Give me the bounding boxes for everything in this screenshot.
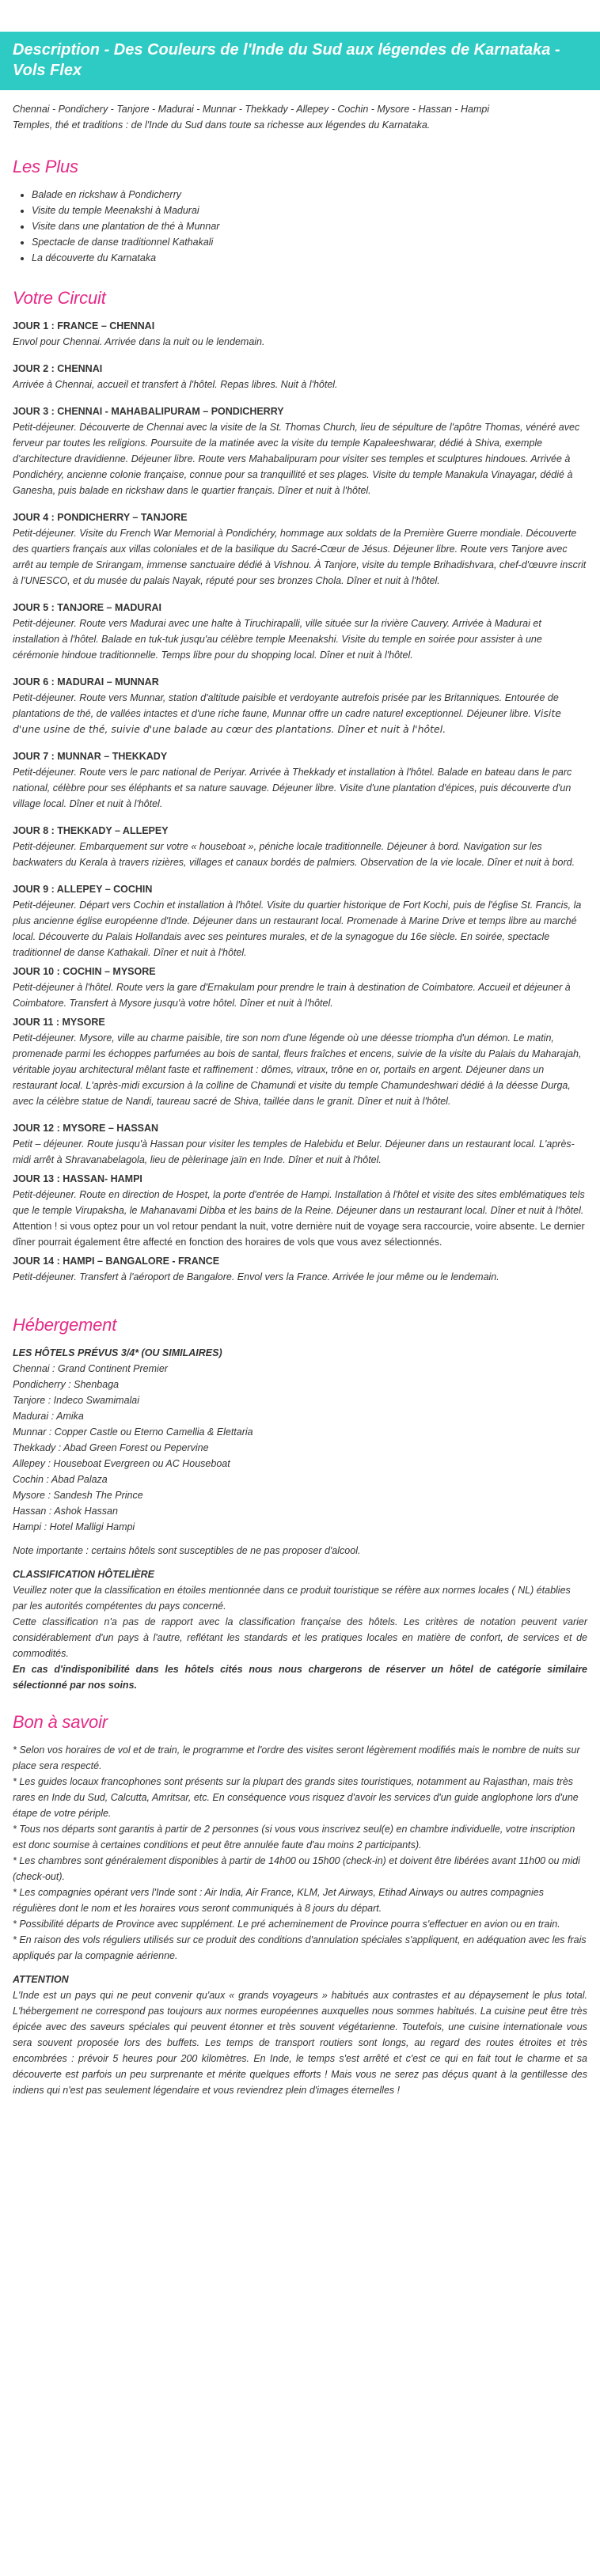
day-block: [13, 1014, 587, 1109]
day-description: Petit-déjeuner à l'hôtel. Route vers la gare d'Ernakulam pour prendre le train à destination de Coimbatore. Accueil et déjeuner à Coimbatore. Transfert à Mysore jusqu'à votre hôtel. Dîner et nuit à l'hôtel.: [13, 982, 571, 1009]
day-description: Petit-déjeuner. Départ vers Cochin et installation à l'hôtel. Visite du quartier historique de Fort Kochi, puis de l'église St. Francis, la plus ancienne église européenne d'Inde. Déjeuner dans un restaurant local. Promenade à Marine Drive et temps libre au marché local. Découverte du Palais Hollandais avec ses peintures murales, et de la synagogue du 16e siècle. En soirée, spectacle traditionnel de danse Kathakali. Dîner et nuit à l'hôtel.: [13, 900, 582, 958]
hotels-subtitle: LES HÔTELS PRÉVUS 3/4* (OU SIMILAIRES): [13, 1347, 222, 1358]
day-warning: Attention ! si vous optez pour un vol retour pendant la nuit, votre dernière nuit de voyage sera raccourcie, voire absente. Le dernier dîner pourrait également être affecté en fonction des horaires de vols que vous avez sélectionnés.: [13, 1221, 585, 1248]
day-title: JOUR 6 : MADURAI – MUNNAR: [13, 676, 159, 688]
day-block: [13, 600, 587, 663]
info-item: * Possibilité départs de Province avec supplément. Le pré acheminement de Province pourra s'effectuer en avion ou en train.: [13, 1919, 560, 1930]
info-item: * Les compagnies opérant vers l'Inde sont : Air India, Air France, KLM, Jet Airways, Etihad Airways ou autres compagnies régulières dont le nom et les horaires vous seront communiqués à 8 jours du départ.: [13, 1887, 544, 1914]
day-description: Petit-déjeuner. Visite du French War Memorial à Pondichéry, hommage aux soldats de la Première Guerre mondiale. Découverte des quartiers français aux villas coloniales et de la basilique du Sacré-Cœur de Jésus. Déjeuner libre. Route vers Tanjore avec arrêt au temple de Srirangam, immense sanctuaire dédié à Vishnou. À Tanjore, visite du temple Brihadishvara, chef-d'œuvre inscrit à l'UNESCO, et du musée du palais Nayak, réputé pour ses bronzes Chola. Dîner et nuit à l'hôtel.: [13, 528, 587, 586]
hotel-item: Tanjore : Indeco Swamimalai: [13, 1395, 140, 1406]
day-description: Envol pour Chennai. Arrivée dans la nuit ou le lendemain.: [13, 336, 265, 347]
day-text: [13, 419, 587, 498]
day-description: Petit-déjeuner. Embarquement sur votre « houseboat », péniche locale traditionnelle. Déjeuner à bord. Navigation sur les backwaters du Kerala à travers rizières, villages et canaux bordés de palmiers. Observation de la vie locale. Dîner et nuit à bord.: [13, 841, 575, 868]
day-text: [13, 616, 587, 663]
day-block: [13, 403, 587, 498]
day-text: [13, 839, 587, 870]
day-block: [13, 1120, 587, 1168]
day-description-tail: Visite d'une usine de thé, suivie d'une balade au cœur des plantations. Dîner et nuit à l'hôtel.: [13, 707, 561, 735]
list-item: • Visite dans une plantation de thé à Munnar: [32, 218, 587, 234]
classification-title: CLASSIFICATION HÔTELIÈRE: [13, 1569, 154, 1580]
itinerary: [13, 318, 587, 1285]
list-item: • Visite du temple Meenakshi à Madurai: [32, 203, 587, 218]
day-title: JOUR 14 : HAMPI – BANGALORE - FRANCE: [13, 1256, 220, 1267]
info-item: * Les chambres sont généralement disponibles à partir de 14h00 ou 15h00 (check-in) et doivent être libérées avant 11h00 ou midi (check-out).: [13, 1855, 580, 1882]
day-block: [13, 1171, 587, 1250]
day-description: Petit-déjeuner. Route vers Munnar, station d'altitude paisible et verdoyante autrefois prisée par les Britanniques. Entourée de plantations de thé, de vallées intactes et d'une riche faune, Munnar offre un cadre naturel exceptionnel. Déjeuner libre.: [13, 692, 559, 719]
day-block: [13, 510, 587, 589]
intro-route: Chennai - Pondichery - Tanjore - Madurai - Munnar - Thekkady - Allepey - Cochin - Mysore - Hassan - Hampi: [13, 104, 490, 115]
intro: [13, 101, 587, 133]
day-block: [13, 318, 587, 350]
day-block: [13, 823, 587, 870]
day-description: Petit-déjeuner. Route vers le parc national de Periyar. Arrivée à Thekkady et installation à l'hôtel. Balade en bateau dans le parc national, célèbre pour ses éléphants et sa nature sauvage. Déjeuner libre. Visite d'une plantation d'épices, puis découverte d'un village local. Dîner et nuit à l'hôtel.: [13, 767, 572, 809]
day-title: JOUR 2 : CHENNAI: [13, 363, 103, 374]
hotel-item: Hassan : Ashok Hassan: [13, 1506, 118, 1517]
section-title-plus: Les Plus: [13, 157, 78, 176]
day-block: [13, 674, 587, 737]
info-item: * Tous nos départs sont garantis à partir de 2 personnes (si vous vous inscrivez seul(e) en chambre individuelle, votre inscription est donc soumise à certaines conditions et peut être annulée faute d'au moins 2 participants).: [13, 1824, 575, 1851]
day-text: [13, 377, 587, 392]
day-text: [13, 690, 587, 737]
hotel-item: Hampi : Hotel Malligi Hampi: [13, 1521, 135, 1532]
day-block: [13, 748, 587, 812]
day-description: Arrivée à Chennai, accueil et transfert à l'hôtel. Repas libres. Nuit à l'hôtel.: [13, 379, 338, 390]
day-text: [13, 525, 587, 589]
day-title: JOUR 3 : CHENNAI - MAHABALIPURAM – PONDICHERRY: [13, 406, 284, 417]
day-description: Petit-déjeuner. Transfert à l'aéroport de Bangalore. Envol vers la France. Arrivée le jour même ou le lendemain.: [13, 1271, 499, 1282]
day-text: [13, 1030, 587, 1109]
page-title: Description - Des Couleurs de l'Inde du Sud aux légendes de Karnataka - Vols Flex: [0, 32, 600, 90]
attention-title: ATTENTION: [13, 1974, 69, 1985]
content: [0, 101, 600, 2098]
list-item: • Spectacle de danse traditionnel Kathakali: [32, 234, 587, 250]
info-item: * Selon vos horaires de vol et de train, le programme et l'ordre des visites seront légèrement modifiés mais le nombre de nuits sur place sera respecté.: [13, 1744, 580, 1771]
day-title: JOUR 1 : FRANCE – CHENNAI: [13, 320, 155, 331]
day-title: JOUR 7 : MUNNAR – THEKKADY: [13, 751, 168, 762]
day-text: [13, 979, 587, 1011]
day-title: JOUR 9 : ALLEPEY – COCHIN: [13, 884, 153, 895]
day-title: JOUR 4 : PONDICHERRY – TANJORE: [13, 512, 188, 523]
day-title: JOUR 5 : TANJORE – MADURAI: [13, 602, 161, 613]
classification-text-2: Cette classification n'a pas de rapport avec la classification française des hôtels. Les critères de notation peuvent varier considérablement d'un pays à l'autre, reflétant les standards et les pratiques locales en matière de confort, de services et de commodités.: [13, 1616, 587, 1659]
classification-text-1: Veuillez noter que la classification en étoiles mentionnée dans ce produit touristique se réfère aux normes locales ( NL) établies par les autorités compétentes du pays concerné.: [13, 1585, 571, 1612]
plus-list: [13, 187, 587, 266]
list-item: • Balade en rickshaw à Pondicherry: [32, 187, 587, 203]
day-text: [13, 764, 587, 812]
classification-bold-note: En cas d'indisponibilité dans les hôtels cités nous nous chargerons de réserver un hôtel de catégorie similaire sélectionné par nos soins.: [13, 1664, 587, 1691]
section-title-bon-a-savoir: Bon à savoir: [13, 1712, 108, 1732]
day-title: JOUR 8 : THEKKADY – ALLEPEY: [13, 825, 169, 836]
list-item: • La découverte du Karnataka: [32, 250, 587, 266]
hotels-list: [13, 1361, 587, 1535]
day-description: Petit – déjeuner. Route jusqu'à Hassan pour visiter les temples de Halebidu et Belur. Déjeuner dans un restaurant local. L'après-midi arrêt à Shravanabelagola, lieu de pèlerinage jaïn en Inde. Dîner et nuit à l'hôtel.: [13, 1138, 575, 1165]
day-title: JOUR 12 : MYSORE – HASSAN: [13, 1123, 159, 1134]
bon-a-savoir-list: [13, 1742, 587, 1964]
day-block: [13, 361, 587, 392]
day-text: [13, 1187, 587, 1218]
day-text: [13, 897, 587, 960]
day-description: Petit-déjeuner. Route vers Madurai avec une halte à Tiruchirapalli, ville située sur la rivière Cauvery. Arrivée à Madurai et installation à l'hôtel. Balade en tuk-tuk jusqu'au célèbre temple Meenakshi. Visite du temple en soirée pour assister à une cérémonie hindoue traditionnelle. Temps libre pour du shopping local. Dîner et nuit à l'hôtel.: [13, 618, 542, 661]
hotel-item: Mysore : Sandesh The Prince: [13, 1490, 143, 1501]
day-description: Petit-déjeuner. Mysore, ville au charme paisible, tire son nom d'une légende où une déesse triompha d'un démon. Le matin, promenade parmi les échoppes parfumées au bois de santal, fleurs fraîches et encens, suivie de la visite du Palais du Maharajah, véritable joyau architectural mêlant faste et raffinement : dômes, vitraux, trône en or, portails en argent. Déjeuner dans un restaurant local. L'après-midi excursion à la colline de Chamundi et visite du temple Chamundeshwari dédié à la déesse Durga, avec la célèbre statue de Nandi, taureau sacré de Shiva, taillée dans le granit. Dîner et nuit à l'hôtel.: [13, 1032, 582, 1107]
day-block: [13, 1253, 587, 1285]
hotel-item: Cochin : Abad Palaza: [13, 1474, 108, 1485]
hotel-item: Chennai : Grand Continent Premier: [13, 1363, 168, 1374]
hotel-item: Madurai : Amika: [13, 1411, 84, 1422]
day-title: JOUR 11 : MYSORE: [13, 1017, 105, 1028]
day-description: Petit-déjeuner. Découverte de Chennai avec la visite de la St. Thomas Church, lieu de sépulture de l'apôtre Thomas, vénéré avec ferveur par toutes les religions. Poursuite de la matinée avec la visite du temple Kapaleeshwarar, dédié à Shiva, exemple d'architecture dravidienne. Déjeuner libre. Route vers Mahabalipuram pour visiter ses temples et sculptures hindoues. Arrivée à Pondichéry, ancienne colonie française, connue pour sa tranquillité et ses plages. Visite du temple Manakula Vinayagar, dédié à Ganesha, puis balade en rickshaw dans le quartier français. Dîner et nuit à l'hôtel.: [13, 422, 580, 496]
day-title: JOUR 10 : COCHIN – MYSORE: [13, 966, 156, 977]
day-block: [13, 881, 587, 960]
day-text: [13, 1269, 587, 1285]
day-title: JOUR 13 : HASSAN- HAMPI: [13, 1173, 142, 1184]
hotels-note: Note importante : certains hôtels sont susceptibles de ne pas proposer d'alcool.: [13, 1545, 361, 1556]
info-item: * En raison des vols réguliers utilisés sur ce produit des conditions d'annulation spéciales s'appliquent, en adéquation avec les frais appliqués par la compagnie aérienne.: [13, 1934, 587, 1961]
hotel-item: Thekkady : Abad Green Forest ou Pepervine: [13, 1442, 209, 1453]
page: [0, 32, 600, 2117]
hotel-item: Pondicherry : Shenbaga: [13, 1379, 120, 1390]
day-block: [13, 964, 587, 1011]
day-text: [13, 334, 587, 350]
attention-text: L'Inde est un pays qui ne peut convenir qu'aux « grands voyageurs » habitués aux contrastes et au dépaysement le plus total. L'hébergement ne correspond pas toujours aux normes européennes auxquelles nous sommes habitués. La cuisine peut être très épicée avec des saveurs spéciales qui peuvent étonner et très souvent végétarienne. Toutefois, une cuisine internationale vous sera souvent proposée lors des buffets. Les temps de transport routiers sont longs, au regard des routes étroites et très encombrées : prévoir 5 heures pour 200 kilomètres. En Inde, le temps s'est arrêté et c'est ce qui en fait tout le charme et sa découverte est parfois un peu surprenante et mérite quelques efforts ! Mais vous ne serez pas déçus quant à la gentillesse des indiens qui n'est pas seulement légendaire et vous reviendrez plein d'images éternelles !: [13, 1990, 587, 2096]
section-title-circuit: Votre Circuit: [13, 288, 106, 308]
day-text: [13, 1136, 587, 1168]
hotel-item: Allepey : Houseboat Evergreen ou AC Houseboat: [13, 1458, 230, 1469]
intro-tagline: Temples, thé et traditions : de l'Inde du Sud dans toute sa richesse aux légendes du Karnataka.: [13, 119, 431, 131]
section-title-hebergement: Hébergement: [13, 1315, 117, 1335]
info-item: * Les guides locaux francophones sont présents sur la plupart des grands sites touristiques, notamment au Rajasthan, mais très rares en Inde du Sud, Calcutta, Amritsar, etc. En conséquence vous risquez d'avoir les services d'un guide anglophone lors d'une étape de votre périple.: [13, 1776, 579, 1819]
hotel-item: Munnar : Copper Castle ou Eterno Camellia & Elettaria: [13, 1426, 253, 1438]
day-description: Petit-déjeuner. Route en direction de Hospet, la porte d'entrée de Hampi. Installation à l'hôtel et visite des sites emblématiques tels que le temple Virupaksha, le Mahanavami Dibba et les bains de la Reine. Déjeuner dans un restaurant local. Dîner et nuit à l'hôtel.: [13, 1189, 585, 1216]
